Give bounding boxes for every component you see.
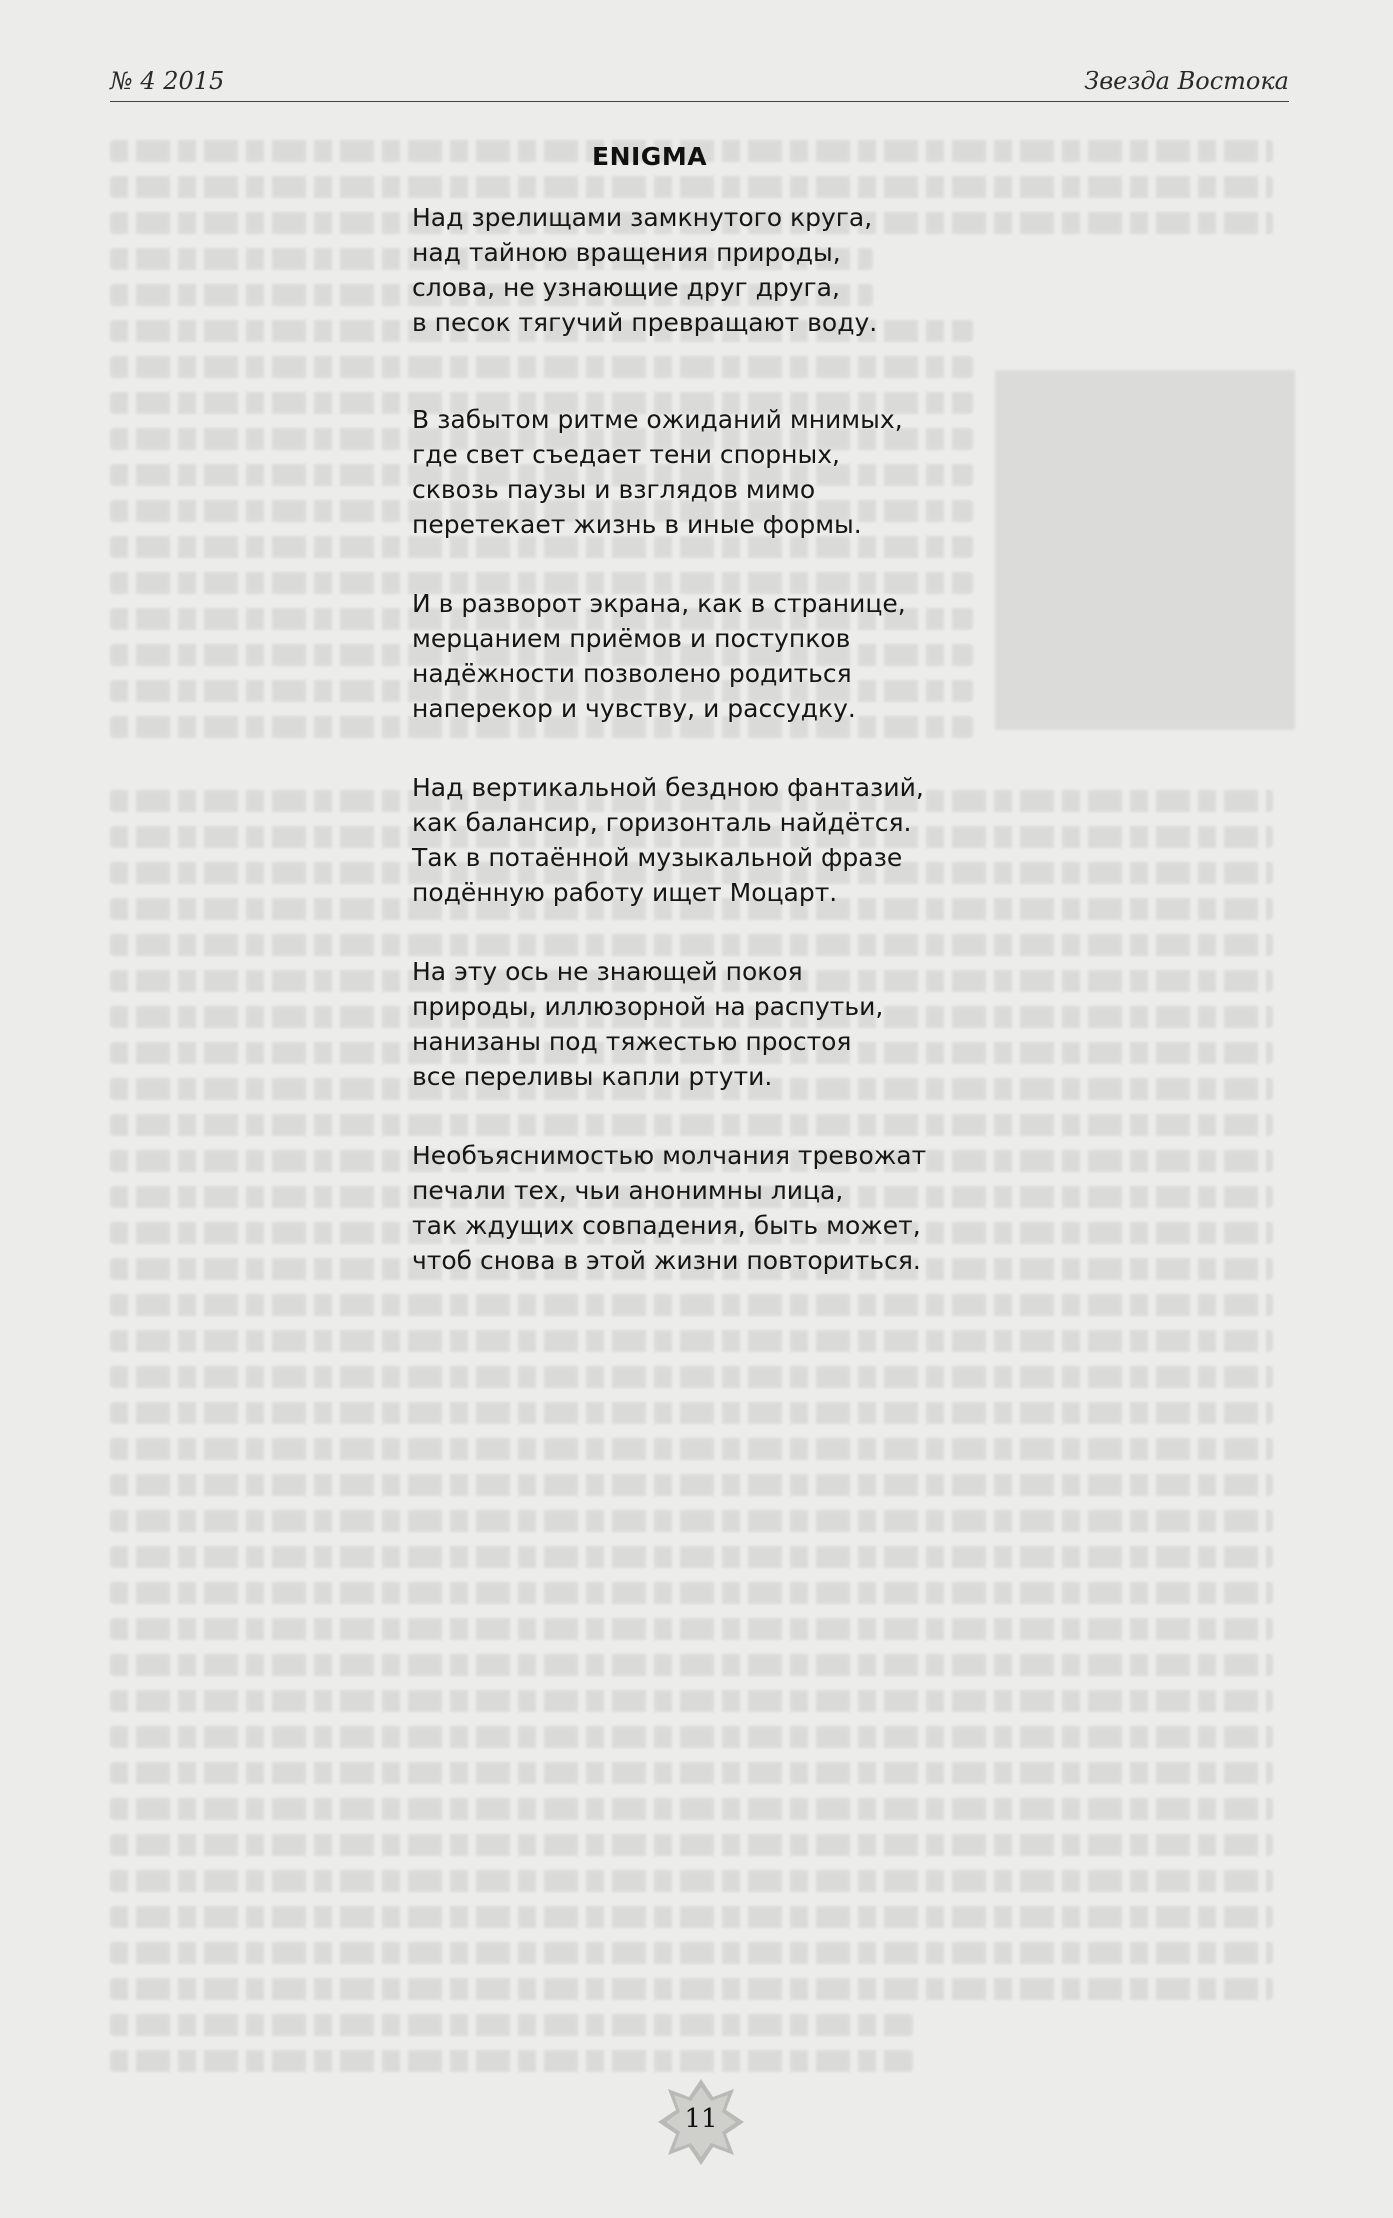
stanza [412, 586, 906, 726]
poem-line: Так в потаённой музыкальной фразе [412, 843, 903, 872]
stanza [412, 1138, 926, 1278]
poem-line: И в разворот экрана, как в странице, [412, 589, 906, 618]
issue-number: № 4 2015 [110, 67, 225, 95]
poem-line: так ждущих совпадения, быть может, [412, 1211, 921, 1240]
stanza [412, 954, 883, 1094]
stanza [412, 770, 924, 910]
page-number: 11 [684, 2104, 718, 2134]
poem-line: наперекор и чувству, и рассудку. [412, 694, 856, 723]
poem-line: природы, иллюзорной на распутьи, [412, 992, 884, 1021]
poem-line: Над вертикальной бездною фантазий, [412, 773, 924, 802]
poem-line: Над зрелищами замкнутого круга, [412, 203, 873, 232]
page-number-badge [656, 2077, 746, 2167]
poem-line: в песок тягучий превращают воду. [412, 308, 878, 337]
poem-line: В забытом ритме ожиданий мнимых, [412, 405, 903, 434]
poem-line: Необъяснимостью молчания тревожат [412, 1141, 927, 1170]
poem-line: как балансир, горизонталь найдётся. [412, 808, 912, 837]
poem-line: надёжности позволено родиться [412, 659, 852, 688]
poem-line: нанизаны под тяжестью простоя [412, 1027, 852, 1056]
poem-line: над тайною вращения природы, [412, 238, 841, 267]
poem-line: печали тех, чьи анонимны лица, [412, 1176, 844, 1205]
poem-line: На эту ось не знающей покоя [412, 957, 803, 986]
poem-line: где свет съедает тени спорных, [412, 440, 840, 469]
journal-name: Звезда Востока [1084, 67, 1289, 95]
poem-line: подённую работу ищет Моцарт. [412, 878, 838, 907]
stanza [412, 402, 903, 542]
poem-line: все переливы капли ртути. [412, 1062, 773, 1091]
poem-line: сквозь паузы и взглядов мимо [412, 475, 816, 504]
poem-title: ENIGMA [592, 142, 708, 171]
poem-line: чтоб снова в этой жизни повториться. [412, 1246, 921, 1275]
poem-line: мерцанием приёмов и поступков [412, 624, 851, 653]
poem-line: слова, не узнающие друг друга, [412, 273, 840, 302]
stanza [412, 200, 877, 340]
running-header [110, 58, 1289, 102]
poem-line: перетекает жизнь в иные формы. [412, 510, 862, 539]
